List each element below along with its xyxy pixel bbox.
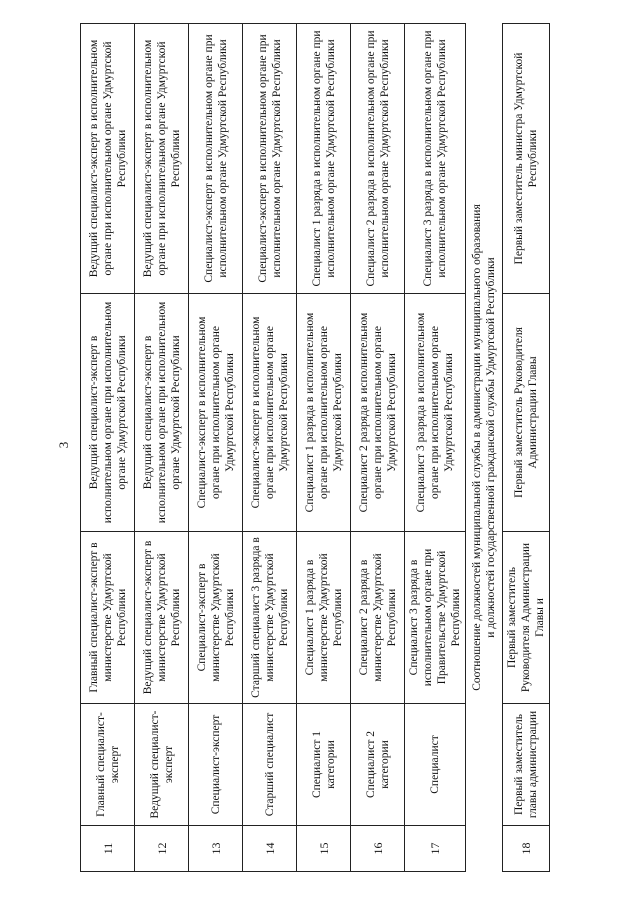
ministry-position-cell: Специалист 1 разряда в министерстве Удмуртской Республики: [297, 532, 351, 704]
exec-body-position-cell: Ведущий специалист-эксперт в исполнительном органе при исполнительном органе Удмуртской Республики: [81, 294, 135, 532]
ministry-position-cell: Главный специалист-эксперт в министерстве Удмуртской Республики: [81, 532, 135, 704]
section-heading-line-1: Соотношение должностей муниципальной службы в администрации муниципального образования: [471, 204, 483, 691]
ministry-position-cell: Специалист-эксперт в министерстве Удмуртской Республики: [189, 532, 243, 704]
table-row: [135, 24, 189, 872]
municipal-position-cell: Главный специалист-эксперт: [81, 704, 135, 826]
exec-body-position-cell: Специалист 2 разряда в исполнительном органе при исполнительном органе Удмуртской Республики: [351, 294, 405, 532]
table-row: [405, 24, 466, 872]
municipal-position-cell: Специалист 1 категории: [297, 704, 351, 826]
table-row: [351, 24, 405, 872]
ministry-position-cell: Ведущий специалист-эксперт в министерстве Удмуртской Республики: [135, 532, 189, 704]
row-number: 11: [81, 826, 135, 872]
row-number: 13: [189, 826, 243, 872]
ministry-position-cell: Специалист 3 разряда в исполнительном органе при Правительстве Удмуртской Республики: [405, 532, 466, 704]
municipal-position-cell: Старший специалист: [243, 704, 297, 826]
section-heading-row: [466, 24, 503, 872]
table-row: [243, 24, 297, 872]
municipal-position-cell: Специалист: [405, 704, 466, 826]
last-position-cell: Ведущий специалист-эксперт в исполнительном органе при исполнительном органе Удмуртской Республики: [135, 24, 189, 294]
table-row: [81, 24, 135, 872]
municipal-position-cell: Первый заместитель главы администрации: [503, 704, 550, 826]
row-number: 16: [351, 826, 405, 872]
ministry-position-cell: Старший специалист 3 разряда в министерстве Удмуртской Республики: [243, 532, 297, 704]
last-position-cell: Специалист 2 разряда в исполнительном органе при исполнительном органе Удмуртской Республики: [351, 24, 405, 294]
row-number: 14: [243, 826, 297, 872]
table-row: [297, 24, 351, 872]
row-number: 15: [297, 826, 351, 872]
table-row: [189, 24, 243, 872]
municipal-position-cell: Специалист-эксперт: [189, 704, 243, 826]
municipal-position-cell: Специалист 2 категории: [351, 704, 405, 826]
exec-body-position-cell: Специалист 3 разряда в исполнительном органе при исполнительном органе Удмуртской Республики: [405, 294, 466, 532]
last-position-cell: Специалист-эксперт в исполнительном органе при исполнительном органе Удмуртской Республики: [243, 24, 297, 294]
exec-body-position-cell: Первый заместитель Руководителя Администрации Главы: [503, 294, 550, 532]
last-position-cell: Специалист 1 разряда в исполнительном органе при исполнительном органе Удмуртской Республики: [297, 24, 351, 294]
section-heading-line-2: и должностей государственной гражданской службы Удмуртской Республики: [485, 257, 497, 638]
row-number: 17: [405, 826, 466, 872]
position-correspondence-table: [80, 23, 550, 872]
exec-body-position-cell: Специалист-эксперт в исполнительном органе при исполнительном органе Удмуртской Республики: [243, 294, 297, 532]
row-number: 18: [503, 826, 550, 872]
exec-body-position-cell: Специалист-эксперт в исполнительном органе при исполнительном органе Удмуртской Республики: [189, 294, 243, 532]
rotated-sheet: [80, 24, 610, 872]
row-number: 12: [135, 826, 189, 872]
last-position-cell: Ведущий специалист-эксперт в исполнительном органе при исполнительном органе Удмуртской Республики: [81, 24, 135, 294]
municipal-position-cell: Ведущий специалист-эксперт: [135, 704, 189, 826]
table-row: [503, 24, 550, 872]
last-position-cell: Специалист 3 разряда в исполнительном органе при исполнительном органе Удмуртской Республики: [405, 24, 466, 294]
exec-body-position-cell: Ведущий специалист-эксперт в исполнительном органе при исполнительном органе Удмуртской Республики: [135, 294, 189, 532]
last-position-cell: Специалист-эксперт в исполнительном органе при исполнительном органе Удмуртской Республики: [189, 24, 243, 294]
page-number: 3: [56, 441, 71, 449]
exec-body-position-cell: Специалист 1 разряда в исполнительном органе при исполнительном органе Удмуртской Республики: [297, 294, 351, 532]
last-position-cell: Первый заместитель министра Удмуртской Республики: [503, 24, 550, 294]
ministry-position-cell: Специалист 2 разряда в министерстве Удмуртской Республики: [351, 532, 405, 704]
section-heading: [466, 24, 503, 872]
ministry-position-cell: Первый заместитель Руководителя Администрации Главы и: [503, 532, 550, 704]
